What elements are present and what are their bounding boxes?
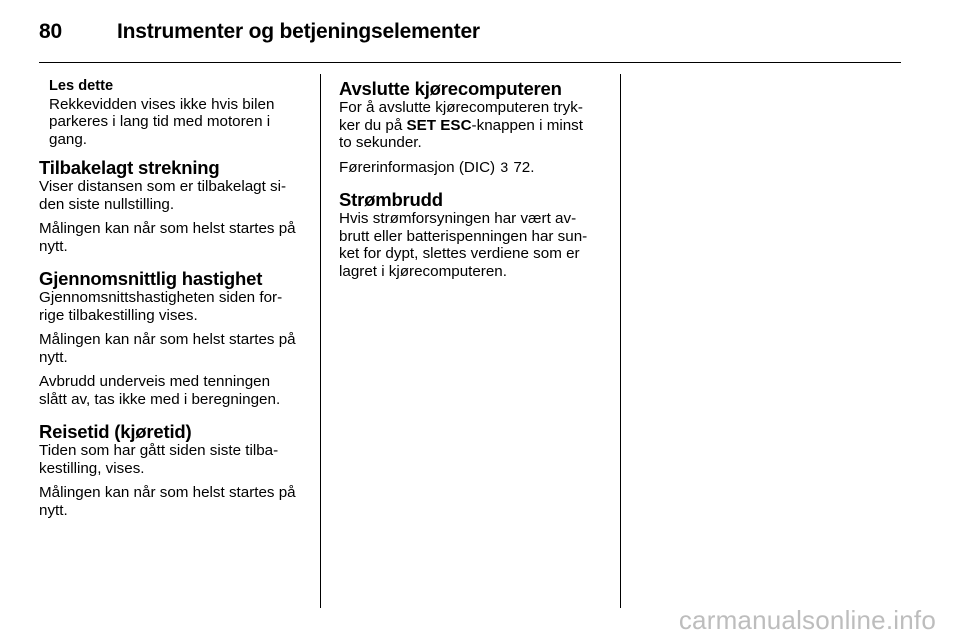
paragraph bbox=[39, 220, 305, 255]
text-line: to sekunder. bbox=[339, 134, 422, 151]
watermark: carmanualsonline.info bbox=[678, 605, 936, 635]
paragraph bbox=[39, 331, 305, 366]
text-line: Målingen kan når som helst startes på bbox=[39, 331, 296, 348]
text-line: brutt eller batterispenningen har sun- bbox=[339, 227, 588, 245]
column-divider-left bbox=[320, 74, 321, 608]
paragraph bbox=[39, 484, 305, 519]
note-line: parkeres i lang tid med motoren i bbox=[49, 113, 271, 130]
text-line: ket for dypt, slettes verdiene som er bbox=[339, 245, 580, 262]
section-gjennomsnittlig-hastighet bbox=[39, 268, 305, 408]
text-line: Målingen kan når som helst startes på bbox=[39, 484, 296, 501]
note-box bbox=[49, 78, 305, 148]
text-line: kestilling, vises. bbox=[39, 459, 145, 477]
text-line: ker du på bbox=[339, 116, 407, 134]
section-avslutte-kjorecomputeren bbox=[339, 78, 607, 176]
paragraph bbox=[39, 373, 305, 408]
paragraph bbox=[39, 289, 305, 324]
paragraph bbox=[339, 210, 607, 280]
section-heading: Tilbakelagt strekning bbox=[39, 157, 220, 178]
section-heading: Strømbrudd bbox=[339, 189, 443, 210]
page-reference: 72. bbox=[509, 158, 535, 176]
set-esc-button-label: SET ESC bbox=[406, 116, 472, 134]
text-line: Førerinformasjon (DIC) bbox=[339, 158, 500, 176]
right-column bbox=[339, 78, 607, 293]
text-line: lagret i kjørecomputeren. bbox=[339, 262, 507, 280]
text-line: Gjennomsnittshastigheten siden for- bbox=[39, 289, 283, 306]
column-divider-right bbox=[620, 74, 621, 608]
section-heading: Reisetid (kjøretid) bbox=[39, 421, 192, 442]
paragraph bbox=[339, 99, 607, 152]
note-title: Les dette bbox=[49, 78, 114, 94]
text-line: Tiden som har gått siden siste tilba- bbox=[39, 442, 279, 459]
page-title: Instrumenter og betjeningselementer bbox=[117, 20, 480, 43]
section-reisetid bbox=[39, 421, 305, 519]
text-line: den siste nullstilling. bbox=[39, 195, 175, 213]
section-heading: Gjennomsnittlig hastighet bbox=[39, 268, 263, 289]
text-line: nytt. bbox=[39, 348, 68, 366]
section-heading: Avslutte kjørecomputeren bbox=[339, 78, 562, 99]
text-line: rige tilbakestilling vises. bbox=[39, 306, 198, 324]
paragraph bbox=[339, 159, 607, 177]
page-header bbox=[39, 14, 480, 50]
text-line: nytt. bbox=[39, 237, 68, 255]
text-line: -knappen i minst bbox=[471, 116, 583, 134]
text-line: Hvis strømforsyningen har vært av- bbox=[339, 210, 577, 227]
text-line: For å avslutte kjørecomputeren tryk- bbox=[339, 99, 583, 116]
text-line: nytt. bbox=[39, 501, 68, 519]
paragraph bbox=[39, 178, 305, 213]
note-line: gang. bbox=[49, 130, 88, 148]
note-line: Rekkevidden vises ikke hvis bilen bbox=[49, 95, 275, 113]
paragraph bbox=[39, 442, 305, 477]
left-column bbox=[39, 78, 305, 532]
text-line: slått av, tas ikke med i beregningen. bbox=[39, 390, 281, 408]
cross-reference-arrow-icon: 3 bbox=[500, 158, 509, 175]
section-tilbakelagt-strekning bbox=[39, 157, 305, 255]
header-rule bbox=[39, 62, 901, 63]
text-line: Målingen kan når som helst startes på bbox=[39, 220, 296, 237]
text-line: Viser distansen som er tilbakelagt si- bbox=[39, 178, 287, 195]
section-strombrudd bbox=[339, 189, 607, 280]
page-number: 80 bbox=[39, 20, 62, 43]
text-line: Avbrudd underveis med tenningen bbox=[39, 373, 271, 390]
